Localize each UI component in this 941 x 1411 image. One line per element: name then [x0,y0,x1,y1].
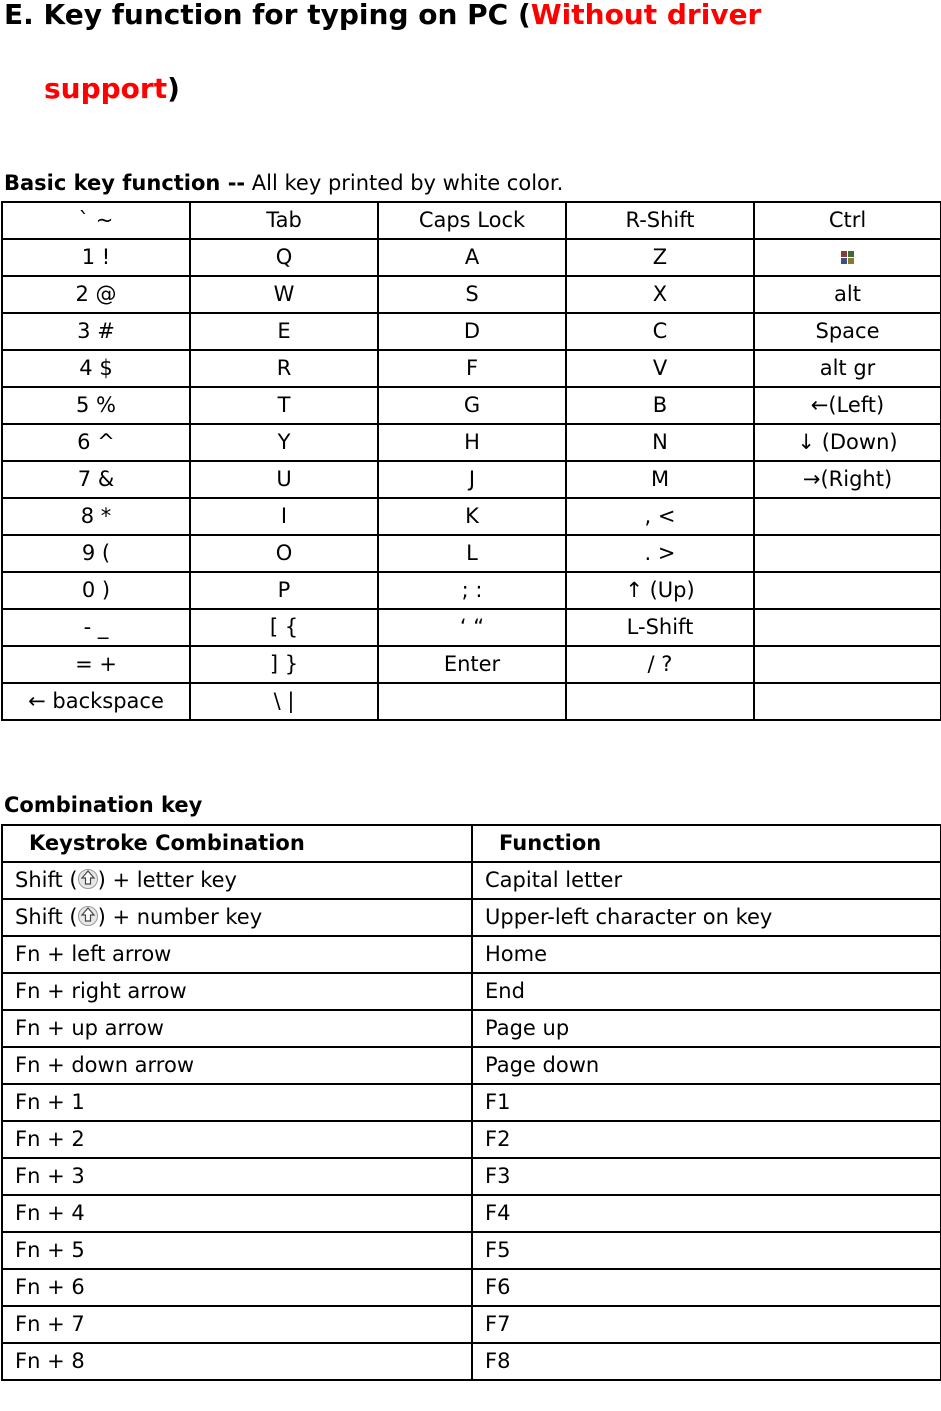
key-cell: C [566,313,754,350]
key-cell: alt gr [754,350,941,387]
heading-prefix: E. Key function for typing on PC ( [4,0,531,31]
basic-key-table [1,201,941,721]
keystroke-cell: Fn + down arrow [2,1047,472,1084]
key-cell-up [566,572,754,609]
table-row [2,387,941,424]
table-row [2,424,941,461]
right-arrow-icon: → [802,467,821,491]
key-cell: J [378,461,566,498]
key-cell: = + [2,646,190,683]
key-cell: - _ [2,609,190,646]
table-row [2,1343,941,1380]
heading-highlight: Without driver [530,0,762,31]
function-cell: F8 [472,1343,941,1380]
function-cell: F6 [472,1269,941,1306]
table-row [2,899,941,936]
keystroke-cell: Fn + left arrow [2,936,472,973]
key-cell: L [378,535,566,572]
key-cell: V [566,350,754,387]
keystroke-cell [2,899,472,936]
key-cell [754,498,941,535]
table-row [2,1306,941,1343]
table-row [2,683,941,720]
key-cell: 3 # [2,313,190,350]
key-cell: , < [566,498,754,535]
key-cell: A [378,239,566,276]
key-cell-left [754,387,941,424]
table-row [2,276,941,313]
table-row [2,202,941,239]
key-cell: 0 ) [2,572,190,609]
key-cell: ` ~ [2,202,190,239]
key-label: (Left) [828,393,885,417]
key-cell: I [190,498,378,535]
table-row [2,1047,941,1084]
function-cell: Capital letter [472,862,941,899]
keystroke-cell: Fn + 1 [2,1084,472,1121]
key-cell: B [566,387,754,424]
key-cell: 6 ^ [2,424,190,461]
key-cell: P [190,572,378,609]
left-arrow-icon: ← [810,393,829,417]
key-cell [378,683,566,720]
key-cell: 5 % [2,387,190,424]
key-cell: X [566,276,754,313]
key-cell: . > [566,535,754,572]
key-cell-windows [754,239,941,276]
table-row [2,609,941,646]
key-cell: Caps Lock [378,202,566,239]
shift-arrow-icon [78,905,98,927]
keystroke-cell [2,862,472,899]
key-cell: R-Shift [566,202,754,239]
combination-key-label: Combination key [4,793,203,817]
table-row [2,1084,941,1121]
key-cell [754,535,941,572]
combination-key-table [1,824,941,1381]
key-cell: Enter [378,646,566,683]
key-cell: \ | [190,683,378,720]
keystroke-cell: Fn + 2 [2,1121,472,1158]
key-label: (Right) [820,467,893,491]
key-label: backspace [45,689,164,713]
key-cell: 2 @ [2,276,190,313]
key-cell: U [190,461,378,498]
key-cell [754,646,941,683]
key-cell: 7 & [2,461,190,498]
keystroke-cell: Fn + 8 [2,1343,472,1380]
key-cell: [ { [190,609,378,646]
keystroke-cell: Fn + 4 [2,1195,472,1232]
key-cell-down [754,424,941,461]
down-arrow-icon: ↓ [797,430,816,454]
windows-logo-icon [841,251,855,265]
keystroke-cell: Fn + 6 [2,1269,472,1306]
table-row [2,1121,941,1158]
key-cell: 8 * [2,498,190,535]
basic-key-label-rest: All key printed by white color. [245,171,564,195]
function-cell: Home [472,936,941,973]
keystroke-text: ) + letter key [97,868,237,892]
function-cell: F1 [472,1084,941,1121]
table-row [2,350,941,387]
table-row [2,936,941,973]
key-cell: O [190,535,378,572]
key-cell: T [190,387,378,424]
table-row [2,239,941,276]
heading-highlight-cont: support [44,72,168,105]
key-cell: N [566,424,754,461]
key-cell [566,683,754,720]
key-cell: E [190,313,378,350]
key-label: (Up) [642,578,695,602]
key-cell: D [378,313,566,350]
keystroke-cell: Fn + 3 [2,1158,472,1195]
key-cell: W [190,276,378,313]
table-row [2,1158,941,1195]
key-cell-backspace [2,683,190,720]
key-cell: Q [190,239,378,276]
column-header: Function [472,825,941,862]
key-cell: G [378,387,566,424]
key-cell: / ? [566,646,754,683]
key-cell: Z [566,239,754,276]
function-cell: End [472,973,941,1010]
backspace-arrow-icon: ← [28,689,46,713]
function-cell: Page down [472,1047,941,1084]
key-cell: 1 ! [2,239,190,276]
key-cell: ‘ “ [378,609,566,646]
key-cell: F [378,350,566,387]
heading-suffix: ) [167,72,180,105]
key-cell: L-Shift [566,609,754,646]
table-header-row [2,825,941,862]
key-cell: 4 $ [2,350,190,387]
key-cell: K [378,498,566,535]
key-cell: alt [754,276,941,313]
table-row [2,973,941,1010]
table-row [2,1195,941,1232]
key-cell: Space [754,313,941,350]
key-cell [754,572,941,609]
key-cell [754,609,941,646]
key-cell: M [566,461,754,498]
table-row [2,1232,941,1269]
key-cell: R [190,350,378,387]
up-arrow-icon: ↑ [625,578,643,602]
table-row [2,862,941,899]
key-label: (Down) [815,430,898,454]
keystroke-cell: Fn + up arrow [2,1010,472,1047]
key-cell: ] } [190,646,378,683]
function-cell: Upper-left character on key [472,899,941,936]
table-row [2,572,941,609]
key-cell: 9 ( [2,535,190,572]
basic-key-label-bold: Basic key function -- [4,171,246,195]
basic-key-label [4,170,563,196]
key-cell: Tab [190,202,378,239]
function-cell: Page up [472,1010,941,1047]
table-row [2,1269,941,1306]
page-heading [4,0,934,110]
function-cell: F7 [472,1306,941,1343]
function-cell: F2 [472,1121,941,1158]
key-cell: Ctrl [754,202,941,239]
function-cell: F5 [472,1232,941,1269]
function-cell: F4 [472,1195,941,1232]
table-row [2,646,941,683]
key-cell: ; : [378,572,566,609]
key-cell [754,683,941,720]
key-cell: Y [190,424,378,461]
keystroke-text: Shift ( [15,905,78,929]
keystroke-cell: Fn + right arrow [2,973,472,1010]
shift-arrow-icon [78,868,98,890]
keystroke-text: ) + number key [97,905,263,929]
function-cell: F3 [472,1158,941,1195]
table-row [2,313,941,350]
table-row [2,461,941,498]
table-row [2,535,941,572]
column-header: Keystroke Combination [2,825,472,862]
keystroke-cell: Fn + 7 [2,1306,472,1343]
keystroke-text: Shift ( [15,868,78,892]
key-cell: S [378,276,566,313]
key-cell: H [378,424,566,461]
keystroke-cell: Fn + 5 [2,1232,472,1269]
table-row [2,498,941,535]
table-row [2,1010,941,1047]
key-cell-right [754,461,941,498]
